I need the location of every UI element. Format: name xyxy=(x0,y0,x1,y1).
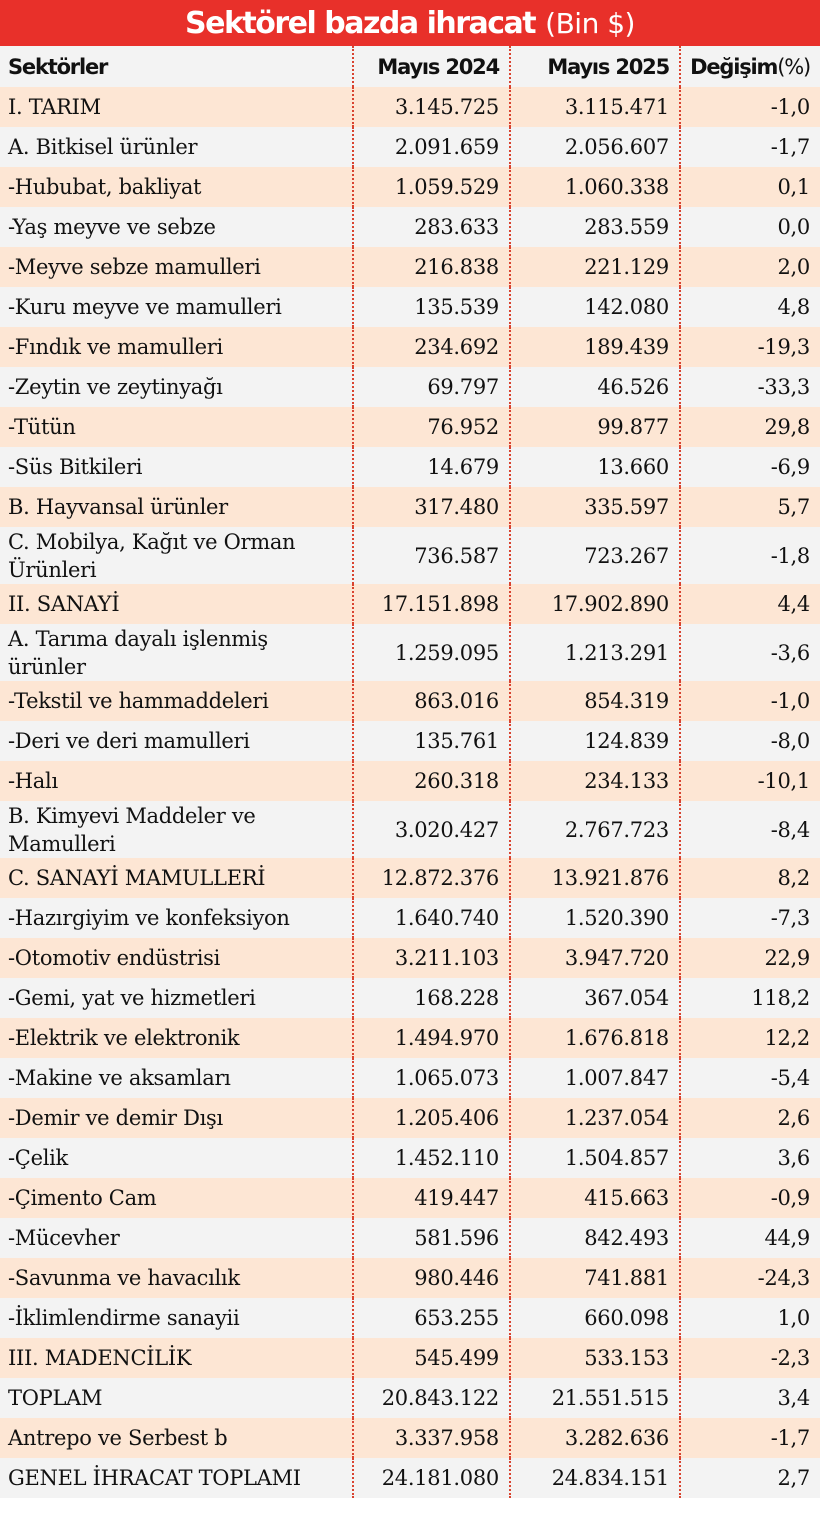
change-cell: -3,6 xyxy=(680,624,820,681)
may-2025-cell: 854.319 xyxy=(510,681,680,721)
may-2024-cell: 581.596 xyxy=(353,1218,510,1258)
table-row xyxy=(0,858,820,898)
table-row xyxy=(0,1298,820,1338)
sector-cell: TOPLAM xyxy=(0,1378,353,1418)
sector-cell: -Deri ve deri mamulleri xyxy=(0,721,353,761)
may-2024-cell: 76.952 xyxy=(353,407,510,447)
sector-cell: -Halı xyxy=(0,761,353,801)
table-row xyxy=(0,681,820,721)
sector-cell: -Tütün xyxy=(0,407,353,447)
may-2025-cell: 415.663 xyxy=(510,1178,680,1218)
table-row xyxy=(0,487,820,527)
may-2024-cell: 260.318 xyxy=(353,761,510,801)
change-cell: -8,0 xyxy=(680,721,820,761)
table-row xyxy=(0,1458,820,1498)
table-row xyxy=(0,447,820,487)
change-cell: -10,1 xyxy=(680,761,820,801)
may-2024-cell: 545.499 xyxy=(353,1338,510,1378)
sector-cell: C. SANAYİ MAMULLERİ xyxy=(0,858,353,898)
may-2024-cell: 24.181.080 xyxy=(353,1458,510,1498)
table-row xyxy=(0,127,820,167)
sector-cell: -Zeytin ve zeytinyağı xyxy=(0,367,353,407)
sector-cell: -Çelik xyxy=(0,1138,353,1178)
may-2025-cell: 234.133 xyxy=(510,761,680,801)
sector-cell: -Çimento Cam xyxy=(0,1178,353,1218)
table-row xyxy=(0,87,820,127)
may-2024-cell: 1.640.740 xyxy=(353,898,510,938)
may-2025-cell: 124.839 xyxy=(510,721,680,761)
change-cell: -6,9 xyxy=(680,447,820,487)
table-row xyxy=(0,584,820,624)
sector-cell: -Hazırgiyim ve konfeksiyon xyxy=(0,898,353,938)
change-cell: 2,6 xyxy=(680,1098,820,1138)
may-2024-cell: 20.843.122 xyxy=(353,1378,510,1418)
table-row xyxy=(0,1018,820,1058)
header-row xyxy=(0,46,820,87)
may-2024-cell: 216.838 xyxy=(353,247,510,287)
may-2025-cell: 660.098 xyxy=(510,1298,680,1338)
table-row xyxy=(0,327,820,367)
table-row xyxy=(0,1258,820,1298)
table-row xyxy=(0,978,820,1018)
may-2024-cell: 1.065.073 xyxy=(353,1058,510,1098)
may-2025-cell: 1.676.818 xyxy=(510,1018,680,1058)
may-2024-cell: 317.480 xyxy=(353,487,510,527)
change-cell: 1,0 xyxy=(680,1298,820,1338)
header-change-unit: (%) xyxy=(777,54,810,79)
sector-cell: I. TARIM xyxy=(0,87,353,127)
may-2024-cell: 17.151.898 xyxy=(353,584,510,624)
change-cell: -5,4 xyxy=(680,1058,820,1098)
header-change xyxy=(680,46,820,87)
sector-cell: -Yaş meyve ve sebze xyxy=(0,207,353,247)
may-2024-cell: 12.872.376 xyxy=(353,858,510,898)
change-cell: -0,9 xyxy=(680,1178,820,1218)
export-table xyxy=(0,46,820,1498)
change-cell: -33,3 xyxy=(680,367,820,407)
may-2025-cell: 1.213.291 xyxy=(510,624,680,681)
sector-cell: -Savunma ve havacılık xyxy=(0,1258,353,1298)
header-may-2024: Mayıs 2024 xyxy=(353,46,510,87)
table-row xyxy=(0,1338,820,1378)
sector-cell: GENEL İHRACAT TOPLAMI xyxy=(0,1458,353,1498)
may-2024-cell: 14.679 xyxy=(353,447,510,487)
may-2024-cell: 135.539 xyxy=(353,287,510,327)
change-cell: 8,2 xyxy=(680,858,820,898)
sector-cell: -Tekstil ve hammaddeleri xyxy=(0,681,353,721)
sector-cell: -Demir ve demir Dışı xyxy=(0,1098,353,1138)
sector-cell: -Makine ve aksamları xyxy=(0,1058,353,1098)
change-cell: 2,0 xyxy=(680,247,820,287)
may-2025-cell: 2.056.607 xyxy=(510,127,680,167)
change-cell: 4,8 xyxy=(680,287,820,327)
change-cell: 12,2 xyxy=(680,1018,820,1058)
header-change-label: Değişim xyxy=(690,54,778,79)
may-2025-cell: 1.007.847 xyxy=(510,1058,680,1098)
may-2025-cell: 367.054 xyxy=(510,978,680,1018)
table-row xyxy=(0,624,820,681)
sector-cell: -Elektrik ve elektronik xyxy=(0,1018,353,1058)
may-2025-cell: 221.129 xyxy=(510,247,680,287)
chart-unit: (Bin $) xyxy=(545,6,635,40)
may-2024-cell: 1.059.529 xyxy=(353,167,510,207)
may-2024-cell: 419.447 xyxy=(353,1178,510,1218)
header-sector: Sektörler xyxy=(0,46,353,87)
change-cell: -7,3 xyxy=(680,898,820,938)
table-row xyxy=(0,287,820,327)
change-cell: 3,6 xyxy=(680,1138,820,1178)
change-cell: -24,3 xyxy=(680,1258,820,1298)
sector-cell: A. Tarıma dayalı işlenmiş ürünler xyxy=(0,624,353,681)
may-2024-cell: 3.211.103 xyxy=(353,938,510,978)
table-row xyxy=(0,938,820,978)
change-cell: -8,4 xyxy=(680,801,820,858)
change-cell: 44,9 xyxy=(680,1218,820,1258)
change-cell: 0,0 xyxy=(680,207,820,247)
may-2025-cell: 46.526 xyxy=(510,367,680,407)
may-2025-cell: 13.660 xyxy=(510,447,680,487)
may-2025-cell: 533.153 xyxy=(510,1338,680,1378)
may-2025-cell: 1.237.054 xyxy=(510,1098,680,1138)
may-2025-cell: 13.921.876 xyxy=(510,858,680,898)
may-2025-cell: 189.439 xyxy=(510,327,680,367)
sector-cell: -Meyve sebze mamulleri xyxy=(0,247,353,287)
change-cell: -19,3 xyxy=(680,327,820,367)
may-2025-cell: 335.597 xyxy=(510,487,680,527)
sector-cell: A. Bitkisel ürünler xyxy=(0,127,353,167)
may-2024-cell: 3.145.725 xyxy=(353,87,510,127)
may-2024-cell: 283.633 xyxy=(353,207,510,247)
change-cell: 2,7 xyxy=(680,1458,820,1498)
may-2025-cell: 842.493 xyxy=(510,1218,680,1258)
table-row xyxy=(0,721,820,761)
table-body xyxy=(0,87,820,1498)
table-row xyxy=(0,1178,820,1218)
may-2025-cell: 2.767.723 xyxy=(510,801,680,858)
change-cell: -1,7 xyxy=(680,127,820,167)
table-row xyxy=(0,1418,820,1458)
may-2024-cell: 3.337.958 xyxy=(353,1418,510,1458)
may-2024-cell: 2.091.659 xyxy=(353,127,510,167)
sector-cell: -Süs Bitkileri xyxy=(0,447,353,487)
table-row xyxy=(0,801,820,858)
table-row xyxy=(0,407,820,447)
may-2025-cell: 1.504.857 xyxy=(510,1138,680,1178)
may-2025-cell: 3.115.471 xyxy=(510,87,680,127)
may-2024-cell: 1.259.095 xyxy=(353,624,510,681)
table-row xyxy=(0,1138,820,1178)
change-cell: 5,7 xyxy=(680,487,820,527)
change-cell: -1,0 xyxy=(680,681,820,721)
table-row xyxy=(0,527,820,584)
may-2025-cell: 3.282.636 xyxy=(510,1418,680,1458)
table-row xyxy=(0,898,820,938)
table-row xyxy=(0,167,820,207)
may-2024-cell: 1.205.406 xyxy=(353,1098,510,1138)
table-row xyxy=(0,367,820,407)
sector-cell: III. MADENCİLİK xyxy=(0,1338,353,1378)
table-row xyxy=(0,761,820,801)
sector-cell: -Hububat, bakliyat xyxy=(0,167,353,207)
may-2025-cell: 142.080 xyxy=(510,287,680,327)
table-row xyxy=(0,1218,820,1258)
may-2025-cell: 24.834.151 xyxy=(510,1458,680,1498)
may-2024-cell: 736.587 xyxy=(353,527,510,584)
change-cell: 3,4 xyxy=(680,1378,820,1418)
sector-cell: II. SANAYİ xyxy=(0,584,353,624)
may-2025-cell: 3.947.720 xyxy=(510,938,680,978)
may-2024-cell: 1.452.110 xyxy=(353,1138,510,1178)
change-cell: 0,1 xyxy=(680,167,820,207)
change-cell: 22,9 xyxy=(680,938,820,978)
may-2024-cell: 3.020.427 xyxy=(353,801,510,858)
sector-cell: -İklimlendirme sanayii xyxy=(0,1298,353,1338)
title-bar xyxy=(0,0,820,46)
may-2024-cell: 863.016 xyxy=(353,681,510,721)
sector-cell: -Gemi, yat ve hizmetleri xyxy=(0,978,353,1018)
table-row xyxy=(0,207,820,247)
change-cell: -1,0 xyxy=(680,87,820,127)
sector-cell: B. Kimyevi Maddeler ve Mamulleri xyxy=(0,801,353,858)
sector-cell: -Kuru meyve ve mamulleri xyxy=(0,287,353,327)
sector-cell: C. Mobilya, Kağıt ve Orman Ürünleri xyxy=(0,527,353,584)
table-row xyxy=(0,1378,820,1418)
table-row xyxy=(0,247,820,287)
may-2025-cell: 21.551.515 xyxy=(510,1378,680,1418)
change-cell: -2,3 xyxy=(680,1338,820,1378)
table-row xyxy=(0,1098,820,1138)
change-cell: 4,4 xyxy=(680,584,820,624)
may-2024-cell: 1.494.970 xyxy=(353,1018,510,1058)
sector-cell: -Fındık ve mamulleri xyxy=(0,327,353,367)
sector-cell: -Mücevher xyxy=(0,1218,353,1258)
may-2025-cell: 741.881 xyxy=(510,1258,680,1298)
change-cell: 29,8 xyxy=(680,407,820,447)
sector-cell: Antrepo ve Serbest b xyxy=(0,1418,353,1458)
chart-title: Sektörel bazda ihracat xyxy=(185,5,536,41)
change-cell: -1,7 xyxy=(680,1418,820,1458)
may-2024-cell: 653.255 xyxy=(353,1298,510,1338)
may-2024-cell: 980.446 xyxy=(353,1258,510,1298)
table-row xyxy=(0,1058,820,1098)
may-2025-cell: 99.877 xyxy=(510,407,680,447)
may-2024-cell: 234.692 xyxy=(353,327,510,367)
may-2024-cell: 135.761 xyxy=(353,721,510,761)
may-2025-cell: 723.267 xyxy=(510,527,680,584)
change-cell: 118,2 xyxy=(680,978,820,1018)
may-2024-cell: 168.228 xyxy=(353,978,510,1018)
sector-cell: B. Hayvansal ürünler xyxy=(0,487,353,527)
may-2025-cell: 283.559 xyxy=(510,207,680,247)
header-may-2025: Mayıs 2025 xyxy=(510,46,680,87)
may-2025-cell: 17.902.890 xyxy=(510,584,680,624)
may-2025-cell: 1.060.338 xyxy=(510,167,680,207)
change-cell: -1,8 xyxy=(680,527,820,584)
sector-cell: -Otomotiv endüstrisi xyxy=(0,938,353,978)
may-2025-cell: 1.520.390 xyxy=(510,898,680,938)
may-2024-cell: 69.797 xyxy=(353,367,510,407)
